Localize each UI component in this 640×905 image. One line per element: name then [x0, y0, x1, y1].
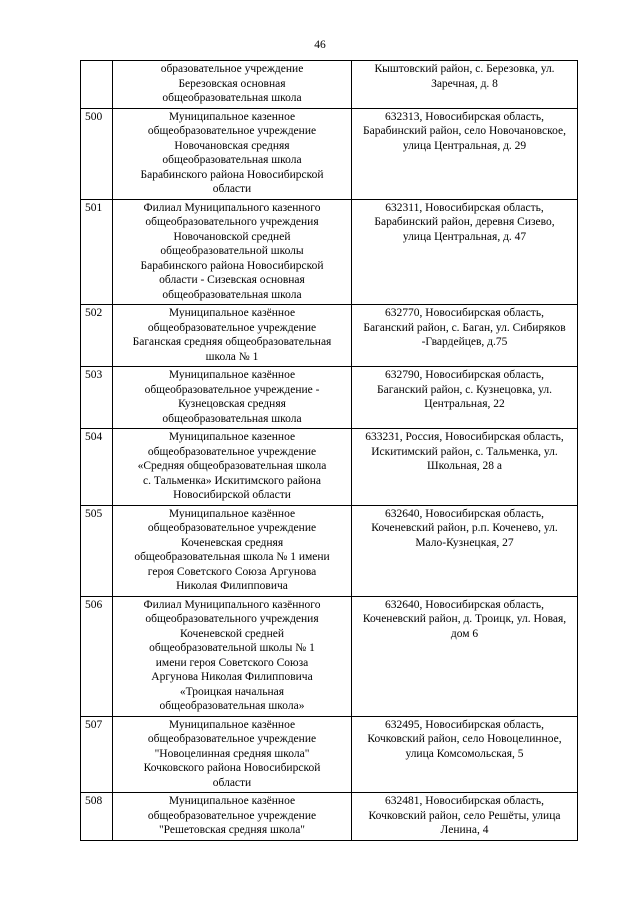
address-line: Кочковский район, село Новоцелинное, — [367, 733, 562, 745]
table-row — [81, 61, 578, 109]
institution-name-line: Муниципальное казенное — [168, 110, 296, 123]
address-line: 632640, Новосибирская область, — [385, 598, 544, 611]
address-cell — [352, 793, 578, 841]
address-cell — [352, 199, 578, 305]
institution-name-line: общеобразовательное учреждение - — [144, 383, 320, 396]
institution-name-line: с. Тальменка» Искитимского района — [143, 474, 321, 487]
institution-name-line: общеобразовательное учреждение — [147, 809, 317, 822]
address-line: Кочковский район, село Решёты, улица — [368, 809, 561, 822]
institution-name-line: общеобразовательного учреждения — [145, 613, 319, 625]
row-number-cell: 502 — [81, 305, 113, 367]
address-line: 633231, Россия, Новосибирская область, — [365, 431, 564, 443]
address-line: Ленина, 4 — [440, 824, 489, 836]
address-line: 632311, Новосибирская область, — [385, 201, 544, 214]
institution-name-line: общеобразовательная школа № 1 имени — [134, 551, 330, 563]
institution-name-line: общеобразовательное учреждение — [147, 522, 317, 534]
institution-name-cell — [113, 108, 352, 199]
table-row — [81, 367, 578, 429]
address-line: 632313, Новосибирская область, — [385, 110, 544, 123]
address-line: 632481, Новосибирская область, — [385, 795, 544, 807]
address-line: улица Центральная, д. 29 — [402, 139, 527, 152]
address-line: 632790, Новосибирская область, — [385, 369, 544, 381]
row-number-cell — [81, 61, 113, 109]
institution-name-line: Барабинского района Новосибирской — [140, 168, 324, 181]
institution-name-line: общеобразовательное учреждение — [147, 321, 317, 334]
institution-name-line: героя Советского Союза Аргунова — [147, 565, 317, 578]
table-row — [81, 793, 578, 841]
institution-name-line: Муниципальное казённое — [168, 718, 296, 731]
address-line: Коченевский район, р.п. Коченево, ул. — [371, 522, 558, 534]
address-line: улица Центральная, д. 47 — [402, 230, 527, 243]
institution-name-cell — [113, 505, 352, 596]
address-cell — [352, 61, 578, 109]
address-line: 632495, Новосибирская область, — [385, 718, 544, 731]
institution-name-line: общеобразовательная школа — [162, 288, 302, 301]
table-row — [81, 305, 578, 367]
institution-name-cell — [113, 716, 352, 793]
table-body — [81, 61, 578, 841]
institution-name-line: Филиал Муниципального казенного — [143, 201, 321, 214]
institution-name-line: области — [212, 776, 252, 789]
institution-name-line: общеобразовательное учреждение — [147, 125, 317, 137]
address-line: Коченевский район, д. Троицк, ул. Новая, — [362, 613, 567, 625]
institution-name-cell — [113, 793, 352, 841]
institution-name-line: образовательное учреждение — [160, 63, 304, 75]
row-number-cell: 501 — [81, 199, 113, 305]
institution-name-cell — [113, 305, 352, 367]
institution-name-line: «Средняя общеобразовательная школа — [137, 460, 327, 472]
institution-name-line: Новочановская средняя — [174, 139, 290, 152]
row-number-cell: 503 — [81, 367, 113, 429]
institution-name-line: Николая Филипповича — [176, 580, 288, 592]
address-line: Центральная, 22 — [424, 398, 505, 410]
institution-name-line: Муниципальное казённое — [168, 307, 296, 319]
row-number-cell: 504 — [81, 429, 113, 506]
table-row — [81, 505, 578, 596]
institution-name-line: Кузнецовская средняя — [178, 398, 286, 410]
address-line: Школьная, 28 а — [427, 460, 502, 472]
table-row — [81, 108, 578, 199]
institution-name-line: Филиал Муниципального казённого — [143, 598, 321, 611]
address-line: Барабинский район, деревня Сизево, — [374, 216, 555, 228]
institution-name-line: Муниципальное казённое — [168, 369, 296, 381]
address-line: -Гвардейцев, д.75 — [421, 336, 508, 348]
address-line: Искитимский район, с. Тальменка, ул. — [371, 445, 558, 458]
institution-name-line: общеобразовательной школы — [160, 245, 304, 257]
address-cell — [352, 429, 578, 506]
table-row — [81, 429, 578, 506]
institution-name-line: общеобразовательного учреждения — [145, 216, 319, 228]
page-number: 46 — [314, 39, 326, 51]
row-number-cell: 507 — [81, 716, 113, 793]
institution-name-line: «Троицкая начальная — [179, 685, 285, 698]
row-number-cell: 508 — [81, 793, 113, 841]
institution-name-line: общеобразовательная школа — [162, 412, 302, 425]
address-line: 632640, Новосибирская область, — [385, 507, 544, 520]
address-cell — [352, 305, 578, 367]
address-line: Заречная, д. 8 — [431, 77, 498, 90]
institution-name-line: Баганская средняя общеобразовательная — [132, 336, 332, 348]
table-row — [81, 596, 578, 716]
institution-name-cell — [113, 367, 352, 429]
institution-name-line: "Новоцелинная средняя школа" — [154, 747, 310, 760]
institution-name-line: Барабинского района Новосибирской — [140, 259, 324, 272]
institution-name-line: общеобразовательная школа — [162, 154, 302, 166]
institution-name-line: Муниципальное казенное — [168, 431, 296, 443]
table-row — [81, 716, 578, 793]
institution-name-line: общеобразовательной школы № 1 — [149, 642, 315, 654]
institution-name-line: общеобразовательная школа — [162, 92, 302, 104]
address-line: Кыштовский район, с. Березовка, ул. — [374, 63, 555, 75]
institution-name-line: общеобразовательное учреждение — [147, 733, 317, 745]
institution-name-line: Коченевская средняя — [180, 536, 284, 549]
address-cell — [352, 108, 578, 199]
schools-registry-table — [80, 60, 578, 841]
table-row — [81, 199, 578, 305]
institution-name-line: Новосибирской области — [173, 489, 291, 501]
address-line: Баганский район, с. Баган, ул. Сибиряков — [363, 321, 566, 334]
row-number-cell: 500 — [81, 108, 113, 199]
address-line: Мало-Кузнецкая, 27 — [415, 536, 514, 549]
institution-name-cell — [113, 429, 352, 506]
address-line: Барабинский район, село Новочановское, — [363, 125, 566, 137]
address-line: улица Комсомольская, 5 — [405, 747, 524, 760]
institution-name-line: области - Сизевская основная — [159, 274, 305, 286]
address-line: Баганский район, с. Кузнецовка, ул. — [377, 383, 552, 396]
institution-name-line: Новочановской средней — [173, 230, 291, 243]
address-line: дом 6 — [450, 627, 479, 640]
row-number-cell: 506 — [81, 596, 113, 716]
institution-name-line: Муниципальное казённое — [168, 795, 296, 807]
address-line: 632770, Новосибирская область, — [385, 307, 544, 319]
institution-name-line: Кочковского района Новосибирской — [143, 762, 321, 774]
institution-name-line: области — [212, 183, 252, 195]
institution-name-line: общеобразовательное учреждение — [147, 445, 317, 458]
institution-name-cell — [113, 61, 352, 109]
institution-name-line: имени героя Советского Союза — [155, 656, 309, 669]
institution-name-line: Муниципальное казённое — [168, 507, 296, 520]
institution-name-line: Коченевской средней — [179, 627, 285, 640]
institution-name-line: школа № 1 — [205, 350, 259, 363]
institution-name-line: общеобразовательная школа» — [159, 700, 305, 712]
institution-name-line: Аргунова Николая Филипповича — [151, 671, 313, 683]
row-number-cell: 505 — [81, 505, 113, 596]
address-cell — [352, 716, 578, 793]
institution-name-cell — [113, 199, 352, 305]
address-cell — [352, 505, 578, 596]
address-cell — [352, 367, 578, 429]
institution-name-line: Березовская основная — [178, 77, 286, 90]
institution-name-cell — [113, 596, 352, 716]
address-cell — [352, 596, 578, 716]
institution-name-line: "Решетовская средняя школа" — [158, 824, 306, 836]
